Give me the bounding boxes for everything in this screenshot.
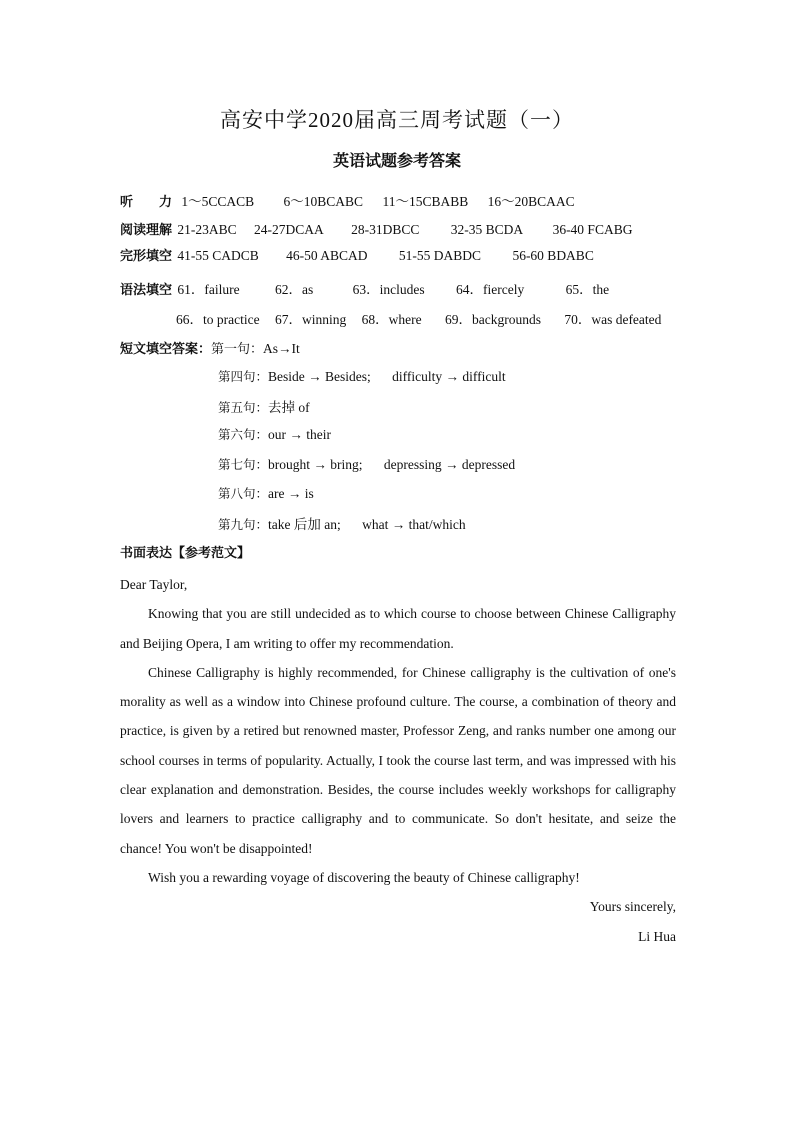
correction-row-6 bbox=[218, 425, 331, 443]
page-subtitle: 英语试题参考答案 bbox=[332, 151, 461, 170]
cloze-row bbox=[120, 245, 594, 264]
correction-fix: are → is bbox=[268, 486, 314, 501]
reading-label: 阅读理解 bbox=[120, 223, 173, 238]
correction-row-7 bbox=[218, 455, 515, 473]
cloze-group: 51-55 DABDC bbox=[398, 248, 482, 263]
essay-paragraph: Knowing that you are still undecided as to which course to choose between Chinese Calligraphy and Beijing Opera, I am writing to offer my recommendation. bbox=[120, 606, 676, 651]
grammar-answer: 70．was defeated bbox=[564, 312, 662, 327]
correction-fix: our → their bbox=[268, 427, 332, 442]
essay-greeting: Dear Taylor, bbox=[120, 577, 188, 592]
essay-paragraph: Chinese Calligraphy is highly recommended, for Chinese calligraphy is the cultivation of one's morality as well as a window into Chinese profound culture. The course, a combination of theory and practice, is given by a retired but renowned master, Professor Zeng, and ranks number one among our school courses in terms of popularity. Actually, I took the course last term, and was impressed with his clear explanation and demonstration. Besides, the course includes weekly workshops for calligraphy lovers and learners to practice calligraphy and to communicate. So don't hesitate, and seize the chance! You won't be disappointed! bbox=[120, 664, 676, 856]
correction-fix-2: difficulty → difficult bbox=[392, 369, 506, 384]
grammar-row-2 bbox=[176, 308, 661, 328]
cloze-label: 完形填空 bbox=[120, 249, 173, 264]
cloze-group: 41-55 CADCB bbox=[177, 248, 259, 263]
writing-row bbox=[120, 542, 250, 561]
grammar-answer: 66．to practice bbox=[176, 312, 260, 327]
correction-fix-2: what → that/which bbox=[362, 517, 466, 532]
correction-sentence: 第六句： bbox=[218, 427, 269, 442]
grammar-answer: 69．backgrounds bbox=[444, 312, 541, 327]
correction-sentence: 第四句： bbox=[218, 369, 269, 384]
correction-sentence: 第五句： bbox=[218, 400, 269, 415]
correction-fix: brought → bring; bbox=[268, 457, 363, 472]
correction-sentence: 第七句： bbox=[218, 457, 269, 472]
listening-group: 1～5CCACB bbox=[181, 194, 255, 209]
correction-row-9 bbox=[218, 513, 466, 533]
reading-group: 21-23ABC bbox=[177, 222, 237, 237]
correction-row-4 bbox=[218, 367, 506, 385]
reading-group: 36-40 FCABG bbox=[552, 222, 633, 237]
grammar-row-1 bbox=[120, 278, 609, 298]
reading-group: 32-35 BCDA bbox=[450, 222, 524, 237]
correction-fix: As→It bbox=[263, 341, 300, 356]
grammar-answer: 67．winning bbox=[274, 312, 347, 327]
correction-fix: Beside → Besides; bbox=[268, 369, 371, 384]
essay-signature: Li Hua bbox=[638, 928, 676, 944]
listening-group: 16～20BCAAC bbox=[487, 194, 575, 209]
cloze-group: 46-50 ABCAD bbox=[286, 248, 368, 263]
grammar-answer: 62．as bbox=[275, 282, 314, 297]
grammar-answer: 65．the bbox=[565, 282, 610, 297]
listening-label: 听 力 bbox=[120, 195, 173, 210]
correction-label: 短文填空答案： bbox=[120, 342, 212, 357]
model-essay bbox=[120, 570, 676, 951]
page-title: 高安中学2020届高三周考试题（一） bbox=[220, 108, 574, 132]
correction-fix: 去掉 of bbox=[268, 400, 310, 415]
correction-sentence: 第九句： bbox=[218, 517, 269, 532]
grammar-answer: 63．includes bbox=[352, 282, 425, 297]
correction-fix: take 后加 an; bbox=[268, 517, 341, 532]
correction-fix-2: depressing → depressed bbox=[383, 457, 516, 472]
correction-row-8 bbox=[218, 484, 314, 502]
correction-row-1 bbox=[120, 338, 300, 357]
correction-sentence: 第一句： bbox=[211, 342, 264, 357]
reading-group: 28-31DBCC bbox=[351, 222, 420, 237]
grammar-label: 语法填空 bbox=[120, 283, 173, 298]
essay-closing: Yours sincerely, bbox=[589, 899, 676, 915]
grammar-answer: 68．where bbox=[361, 312, 422, 327]
listening-group: 6～10BCABC bbox=[283, 194, 364, 209]
listening-row bbox=[120, 190, 575, 210]
essay-paragraph: Wish you a rewarding voyage of discovering the beauty of Chinese calligraphy! bbox=[148, 869, 580, 885]
correction-row-5 bbox=[218, 396, 310, 416]
reading-row bbox=[120, 219, 632, 238]
reading-group: 24-27DCAA bbox=[254, 222, 324, 237]
writing-label: 书面表达【参考范文】 bbox=[120, 546, 251, 561]
grammar-answer: 61．failure bbox=[177, 282, 240, 297]
cloze-group: 56-60 BDABC bbox=[512, 248, 594, 263]
grammar-answer: 64．fiercely bbox=[456, 282, 525, 297]
listening-group: 11～15CBABB bbox=[382, 194, 469, 209]
correction-sentence: 第八句： bbox=[218, 486, 269, 501]
